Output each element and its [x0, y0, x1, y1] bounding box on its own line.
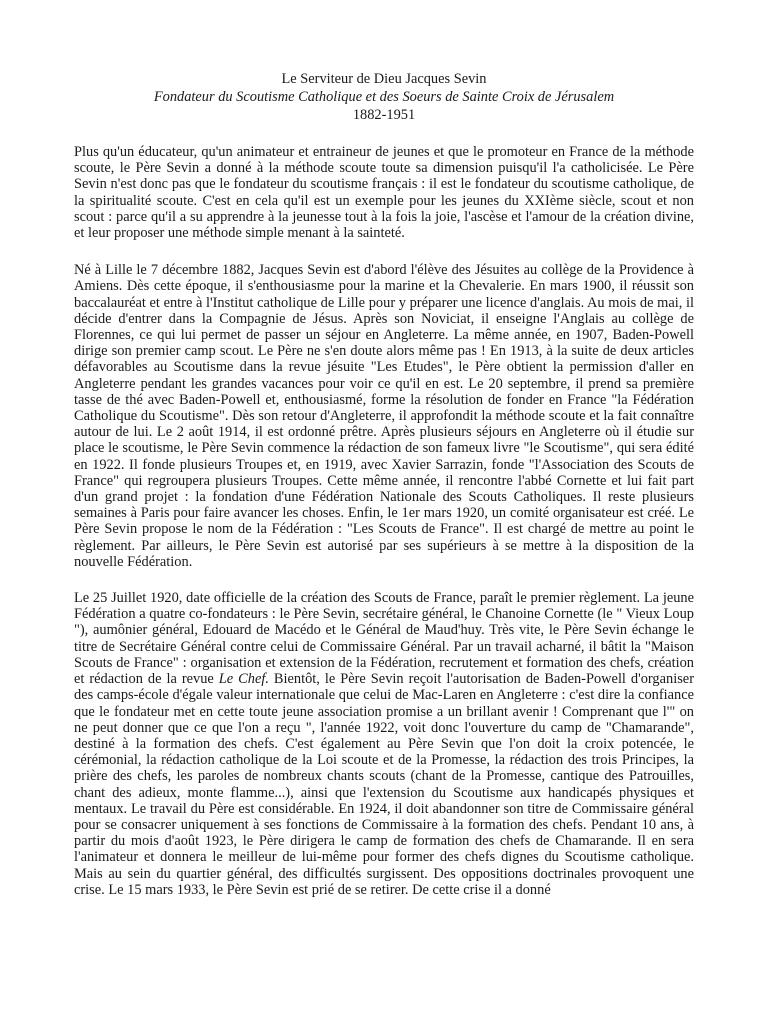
document-page: [74, 70, 694, 898]
paragraph-scouts-de-france: [74, 590, 694, 898]
paragraph-3-text-end: Bientôt, le Père Sevin reçoit l'autorisation de Baden-Powell d'organiser des camps-école d'égale valeur internationale que celui de Mac-Laren en Angleterre : c'est dire la confiance que le fondateur met en cette toute jeune association promise a un brillant avenir ! Comprenant que l'" on ne peut donner que ce que l'on a reçu ", l'année 1922, voit donc l'ouverture du camp de "Chamarande", destiné à la formation des chefs. C'est également au Père Sevin que l'on doit la croix potencée, le cérémonial, la rédaction catholique de la Loi scoute et de la Promesse, la rédaction des trois Principes, la prière des chefs, les paroles de nombreux chants scouts (chant de la Promesse, cantique des Patrouilles, chant des adieux, monte flamme...), ainsi que l'extension du Scoutisme aux handicapés physiques et mentaux. Le travail du Père est considérable. En 1924, il doit abandonner son titre de Commissaire général pour se consacrer uniquement à ses fonctions de Commissaire à la formation des chefs. Pendant 10 ans, à partir du mois d'août 1923, le Père dirigera le camp de formation des chefs de Chamarande. Il en sera l'animateur et donnera le meilleur de lui-même pour former des chefs dignes du Scoutisme catholique. Mais au sein du quartier général, des difficultés surgissent. Des oppositions doctrinales provoquent une crise. Le 15 mars 1933, le Père Sevin est prié de se retirer. De cette crise il a donné: [74, 671, 694, 898]
document-dates: 1882-1951: [352, 107, 416, 123]
document-header: [74, 70, 694, 124]
document-title: Le Serviteur de Dieu Jacques Sevin: [281, 71, 487, 87]
paragraph-3-text-start: Le 25 Juillet 1920, date officielle de la création des Scouts de France, paraît le premier règlement. La jeune Fédération a quatre co-fondateurs : le Père Sevin, secrétaire général, le Chanoine Cornette (le " Vieux Loup "), aumônier général, Edouard de Macédo et le Général de Maud'huy. Très vite, le Père Sevin échange le titre de Secrétaire Général contre celui de Commissaire Général. Par un travail acharné, il bâtit la "Maison Scouts de France" : organisation et extension de la Fédération, recrutement et formation des chefs, création et rédaction de la revue: [74, 590, 694, 688]
le-chef-title: Le Chef.: [218, 671, 269, 688]
paragraph-biography: Né à Lille le 7 décembre 1882, Jacques Sevin est d'abord l'élève des Jésuites au collège de la Providence à Amiens. Dès cette époque, il s'enthousiasme pour la marine et la Chevalerie. En mars 1900, il réussit son baccalauréat et entre à l'Institut catholique de Lille pour y préparer une licence d'anglais. Au mois de mai, il décide d'entrer dans la Compagnie de Jésus. Après son Noviciat, il enseigne l'Anglais au collège de Florennes, ce qui lui permet de passer un séjour en Angleterre. La même année, en 1907, Baden-Powell dirige son premier camp scout. Le Père ne s'en doute alors même pas ! En 1913, à la suite de deux articles défavorables au Scoutisme dans la revue jésuite "Les Etudes", le Père obtient la permission d'aller en Angleterre pendant les grandes vacances pour voir ce qu'il en est. Le 20 septembre, il prend sa première tasse de thé avec Baden-Powell et, enthousiasmé, forme la résolution de fonder en France "la Fédération Catholique du Scoutisme". Dès son retour d'Angleterre, il approfondit la méthode scoute et la fait connaître autour de lui. Le 2 août 1914, il est ordonné prêtre. Après plusieurs séjours en Angleterre où il étudie sur place le scoutisme, le Père Sevin commence la rédaction de son fameux livre "le Scoutisme", qui sera édité en 1922. Il fonde plusieurs Troupes et, en 1919, avec Xavier Sarrazin, fonde "l'Association des Scouts de France" qui regroupera plusieurs Troupes. Cette même année, il rencontre l'abbé Cornette et lui fait part d'un grand projet : la fondation d'une Fédération Nationale des Scouts Catholiques. Il reste plusieurs semaines à Paris pour faire avancer les choses. Enfin, le 1er mars 1920, un comité organisateur est créé. Le Père Sevin propose le nom de la Fédération : "Les Scouts de France". Il est chargé de mettre au point le règlement. Par ailleurs, le Père Sevin est autorisé par ses supérieurs à se mettre à la disposition de la nouvelle Fédération.: [74, 262, 694, 570]
document-subtitle: Fondateur du Scoutisme Catholique et des Soeurs de Sainte Croix de Jérusalem: [153, 89, 615, 105]
paragraph-intro: Plus qu'un éducateur, qu'un animateur et entraineur de jeunes et que le promoteur en France de la méthode scoute, le Père Sevin a donné à la méthode scoute toute sa dimension puisqu'il l'a catholicisée. Le Père Sevin n'est donc pas que le fondateur du scoutisme français : il est le fondateur du scoutisme catholique, de la spiritualité scoute. C'est en cela qu'il est un exemple pour les jeunes du XXIème siècle, scout et non scout : parce qu'il a su apprendre à la jeunesse tout à la fois la joie, l'ascèse et l'amour de la création divine, et leur proposer une méthode simple menant à la sainteté.: [74, 144, 694, 242]
